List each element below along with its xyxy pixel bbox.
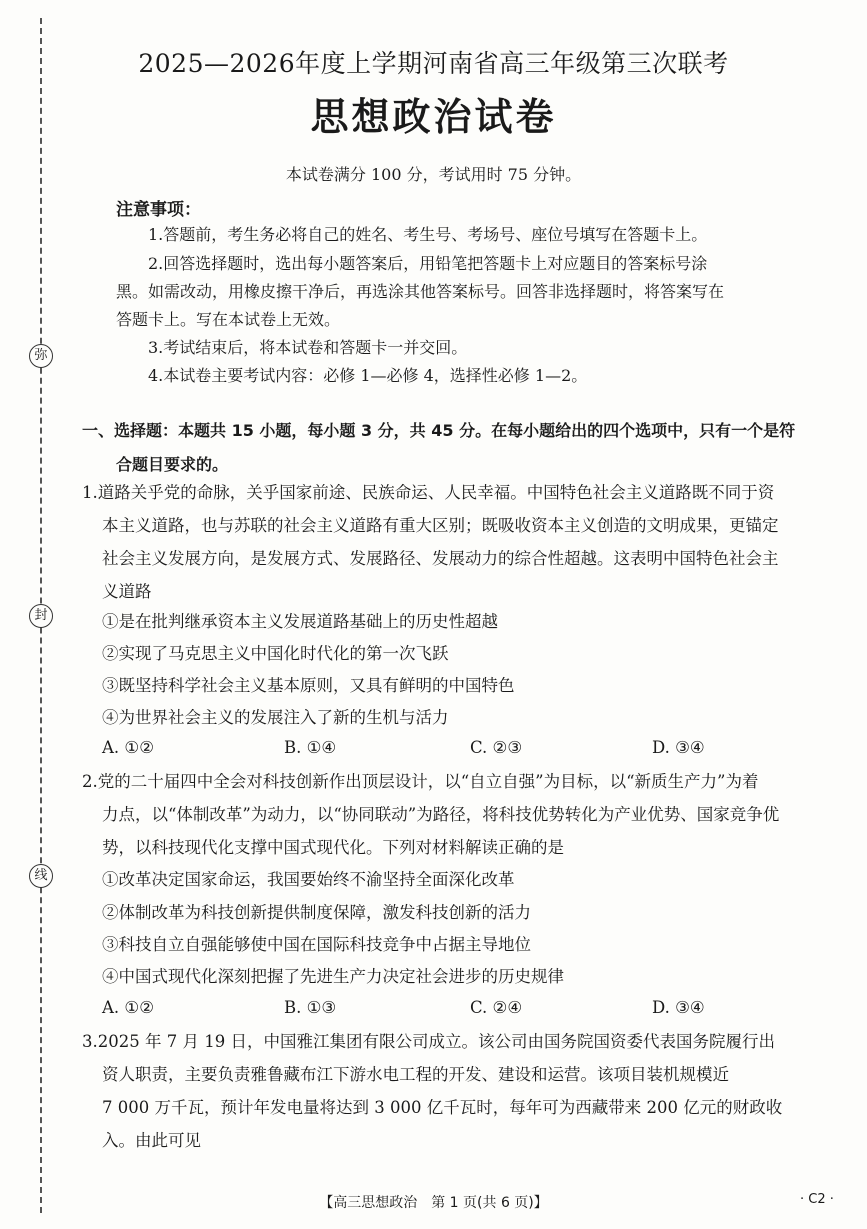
- question-3-stem: 3.2025 年 7 月 19 日，中国雅江集团有限公司成立。该公司由国务院国资委代表国务院履行出: [82, 1032, 775, 1051]
- question-2-choice-d[interactable]: D. ③④: [652, 998, 705, 1017]
- question-1-choice-c[interactable]: C. ②③: [470, 738, 523, 757]
- question-2-statement: ①改革决定国家命运，我国要始终不渝坚持全面深化改革: [102, 870, 515, 889]
- question-2-stem: 2.党的二十届四中全会对科技创新作出顶层设计，以“自立自强”为目标，以“新质生产力”为着: [82, 772, 759, 791]
- question-1-statement: ③既坚持科学社会主义基本原则，又具有鲜明的中国特色: [102, 676, 515, 695]
- notice-line: 黑。如需改动，用橡皮擦干净后，再选涂其他答案标号。回答非选择题时，将答案写在: [116, 282, 725, 301]
- notice-heading: 注意事项：: [116, 200, 201, 220]
- question-1-choice-b[interactable]: B. ①④: [284, 738, 337, 757]
- question-2-statement: ④中国式现代化深刻把握了先进生产力决定社会进步的历史规律: [102, 967, 564, 986]
- question-2-stem: 力点，以“体制改革”为动力，以“协同联动”为路径，将科技优势转化为产业优势、国家竞争优: [102, 805, 780, 824]
- question-1-choice-d[interactable]: D. ③④: [652, 738, 705, 757]
- question-3-stem: 资人职责，主要负责雅鲁藏布江下游水电工程的开发、建设和运营。该项目装机规模近: [102, 1065, 729, 1084]
- question-1-statement: ④为世界社会主义的发展注入了新的生机与活力: [102, 708, 449, 727]
- notice-line: 4.本试卷主要考试内容：必修 1—必修 4，选择性必修 1—2。: [148, 366, 588, 385]
- page-footer: 【高三思想政治 第 1 页(共 6 页)】: [319, 1195, 548, 1211]
- question-1-statement: ①是在批判继承资本主义发展道路基础上的历史性超越: [102, 612, 498, 631]
- question-2-stem: 势，以科技现代化支撑中国式现代化。下列对材料解读正确的是: [102, 838, 564, 857]
- subject-title: 思想政治试卷: [310, 95, 557, 139]
- notice-line: 3.考试结束后，将本试卷和答题卡一并交回。: [148, 338, 468, 357]
- question-1-stem: 义道路: [102, 582, 152, 601]
- notice-line: 答题卡上。写在本试卷上无效。: [116, 310, 341, 329]
- question-1-statement: ②实现了马克思主义中国化时代化的第一次飞跃: [102, 644, 449, 663]
- paper-code: · C2 ·: [800, 1192, 834, 1207]
- section-heading: 一、选择题：本题共 15 小题，每小题 3 分，共 45 分。在每小题给出的四个选项中，只有一个是符: [82, 421, 796, 440]
- score-info: 本试卷满分 100 分，考试用时 75 分钟。: [285, 165, 582, 184]
- section-heading-cont: 合题目要求的。: [116, 455, 229, 474]
- binding-mark-xian: 线: [29, 864, 53, 888]
- question-1-stem: 社会主义发展方向，是发展方式、发展路径、发展动力的综合性超越。这表明中国特色社会主: [102, 549, 779, 568]
- question-2-choice-c[interactable]: C. ②④: [470, 998, 523, 1017]
- question-2-statement: ③科技自立自强能够使中国在国际科技竞争中占据主导地位: [102, 935, 531, 954]
- binding-mark-mi: 弥: [29, 344, 53, 368]
- question-2-choice-a[interactable]: A. ①②: [102, 998, 154, 1017]
- question-3-stem: 7 000 万千瓦，预计年发电量将达到 3 000 亿千瓦时，每年可为西藏带来 200 亿元的财政收: [102, 1098, 783, 1117]
- question-2-choice-b[interactable]: B. ①③: [284, 998, 337, 1017]
- notice-line: 2.回答选择题时，选出每小题答案后，用铅笔把答题卡上对应题目的答案标号涂: [148, 254, 708, 273]
- notice-line: 1.答题前，考生务必将自己的姓名、考生号、考场号、座位号填写在答题卡上。: [148, 225, 708, 244]
- question-1-stem: 本主义道路，也与苏联的社会主义道路有重大区别；既吸收资本主义创造的文明成果，更锚定: [102, 516, 779, 535]
- binding-mark-feng: 封: [29, 604, 53, 628]
- question-1-stem: 1.道路关乎党的命脉，关乎国家前途、民族命运、人民幸福。中国特色社会主义道路既不同于资: [82, 483, 775, 502]
- exam-title: 2025—2026年度上学期河南省高三年级第三次联考: [138, 49, 729, 78]
- question-3-stem: 入。由此可见: [102, 1131, 201, 1150]
- question-1-choice-a[interactable]: A. ①②: [102, 738, 154, 757]
- question-2-statement: ②体制改革为科技创新提供制度保障，激发科技创新的活力: [102, 903, 531, 922]
